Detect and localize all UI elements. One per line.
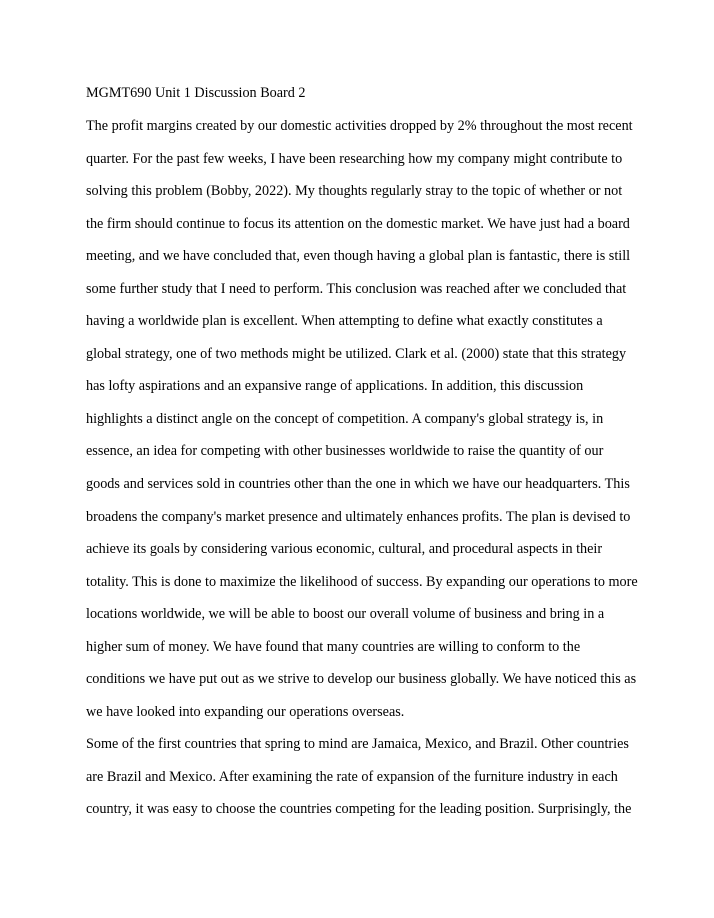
text-line: solving this problem (Bobby, 2022). My thoughts regularly stray to the topic of whether or not [86, 183, 623, 200]
text-line: achieve its goals by considering various economic, cultural, and procedural aspects in their [86, 541, 603, 558]
text-line: some further study that I need to perform. This conclusion was reached after we concluded that [86, 280, 627, 297]
text-line: having a worldwide plan is excellent. When attempting to define what exactly constitutes a [86, 313, 603, 330]
document-title: MGMT690 Unit 1 Discussion Board 2 [86, 85, 306, 101]
text-line: locations worldwide, we will be able to boost our overall volume of business and bring in a [86, 606, 605, 623]
text-line: The profit margins created by our domestic activities dropped by 2% throughout the most recent [86, 118, 633, 134]
text-line: highlights a distinct angle on the concept of competition. A company's global strategy is, in [86, 410, 604, 427]
text-line: global strategy, one of two methods might be utilized. Clark et al. (2000) state that this strategy [86, 345, 627, 362]
text-line: meeting, and we have concluded that, even though having a global plan is fantastic, there is still [86, 248, 631, 265]
text-line: has lofty aspirations and an expansive range of applications. In addition, this discussion [86, 378, 584, 395]
text-line: totality. This is done to maximize the likelihood of success. By expanding our operations to more [86, 573, 638, 590]
text-line: are Brazil and Mexico. After examining the rate of expansion of the furniture industry in each [86, 768, 618, 785]
document-body [86, 84, 646, 833]
text-line: quarter. For the past few weeks, I have been researching how my company might contribute to [86, 150, 623, 167]
text-line: essence, an idea for competing with other businesses worldwide to raise the quantity of our [86, 443, 604, 460]
text-line: Some of the first countries that spring to mind are Jamaica, Mexico, and Brazil. Other countries [86, 736, 629, 753]
text-line: the firm should continue to focus its attention on the domestic market. We have just had a board [86, 215, 630, 232]
text-line: higher sum of money. We have found that many countries are willing to conform to the [86, 638, 581, 655]
text-line: conditions we have put out as we strive to develop our business globally. We have noticed this as [86, 671, 637, 688]
text-line: goods and services sold in countries other than the one in which we have our headquarters. This [86, 476, 630, 493]
text-line: we have looked into expanding our operations overseas. [86, 703, 405, 720]
text-line: broadens the company's market presence and ultimately enhances profits. The plan is devised to [86, 508, 631, 525]
text-line: country, it was easy to choose the countries competing for the leading position. Surprisingly, the [86, 801, 632, 818]
